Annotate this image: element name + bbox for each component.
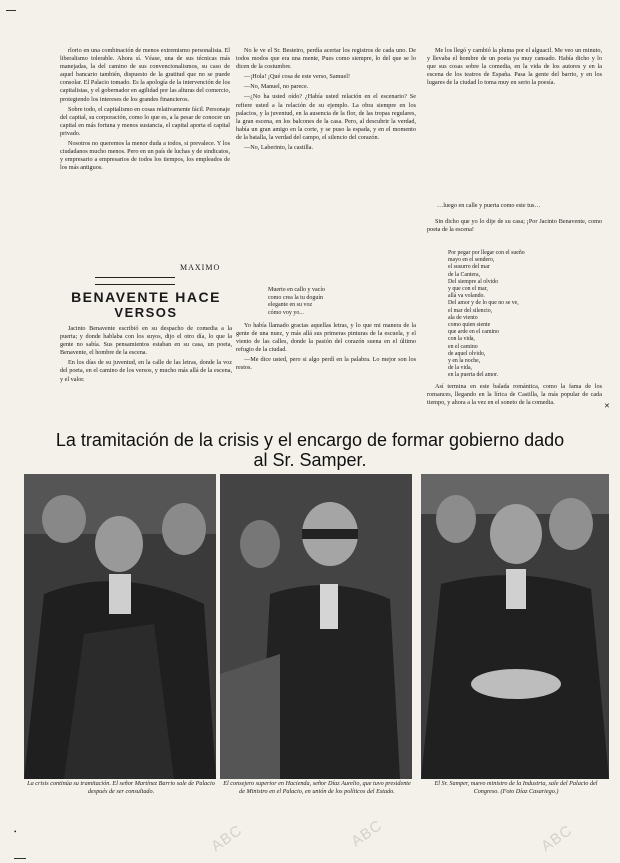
benavente-heading-line-1: BENAVENTE HACE (71, 289, 221, 305)
abc-watermark: ABC (538, 821, 576, 856)
poem-line: y que con el mar, (448, 286, 488, 293)
crisis-headline-line-1: La tramitación de la crisis y el encargo de formar gobierno dado (55, 430, 565, 450)
poem-line: como crea la tu doguín (268, 294, 323, 301)
poem-line: Del siempre al olvido (448, 278, 499, 285)
column-2-paragraph: —¡Hola! ¡Qué cosa de este verso, Samuel! (244, 73, 351, 81)
benavente-paragraph: En los días de su juventud, en la calle de las letras, donde la voz del poeta, en el camino de los versos, y mucho más allá de la escena, y el valor. (60, 359, 232, 383)
bottom-rule-mark (14, 858, 26, 859)
abc-watermark: ABC (208, 821, 246, 856)
poem-line: Muerto en callo y vacío (268, 287, 325, 293)
column-4-interlude-line: …luego en calle y puerta como este tus… (437, 202, 541, 209)
poem-line: cómo voy yo... (268, 309, 304, 316)
benavente-heading (60, 289, 232, 320)
photo-caption: El Sr. Samper, nuevo ministro de la Industria, sale del Palacio del Congreso. (Foto Díaz Casariego.) (434, 780, 598, 795)
photo-caption: El consejero superior en Hacienda, señor Díaz Aurelio, que tuvo presidente de Ministro en el Palacio, en unión de los políticos del Estado. (223, 780, 411, 795)
poem-line: en el camino (448, 343, 478, 350)
column-4-poem (448, 250, 598, 380)
poem-line: Del amor y de lo que no se ve, (448, 300, 519, 307)
column-2-continuation (236, 322, 416, 410)
photo-diaz-aurelio (220, 474, 412, 779)
column-4-paragraph: Sin dicho que yo lo dije de su casa; ¡Por Jacinto Benavente, como poeta de la escena! (427, 218, 602, 234)
section-ornament (95, 277, 175, 285)
column-4-paragraph: Me los llegó y cambió la pluma por el alguacil. Me veo un minuto, y llevaba el hombre de un poeta ya muy cansado. Había dicho y lo que sus cosas sobre la comedia, en la vida de los autores y en la escena de los teatros de España. Pasa la gente del barrio, y en los lugares de la ciudad lo toma muy en serio la poesía. (427, 47, 602, 87)
poem-line: allá va volando. (448, 293, 485, 300)
column-2-paragraph: —No, Manuel, no parece. (244, 83, 309, 91)
poem-line: de la vida, (448, 365, 472, 372)
photo-samper (421, 474, 609, 779)
poem-line: el mar del silencio, (448, 307, 493, 314)
poem-line: con la vida, (448, 336, 475, 343)
abc-watermark: ABC (348, 816, 386, 851)
column-4-article (427, 47, 602, 197)
crisis-headline-line-2: al Sr. Samper. (253, 450, 367, 470)
column-1-paragraph: rlorio en una combinación de menos extremismo personalista. El liberalismo tolerable. Ahora sí. Véase, una de sus técnicas más manejadas, la del camino de sus convencionalismos, su caso de aquel bancario también, dispuesto de la gratitud que no se puede consolar. El Palacio tomado. Es la apología de la intervención de los capitalistas, y el gobernador en agilidad por las alturas del comercio, protegiendo los intereses de los grandes financieros. (60, 47, 230, 103)
column-2-paragraph: —¿No ha usted oído? ¿Había usted relación en el escenario? Se refiere usted a la relación de su ejemplo. La obra siempre en los palacios, y la juventud, en la ausencia de la flor, de las tropas regulares, la gran escena, en los balcones de la casa. Pero, al descubrir la verdad, había un gran amigo en la corte, y se puso la espada, y en el momento de la batalla, la verdad del campo, el silencio del corazón. (236, 93, 416, 141)
poem-line: como quien siente (448, 322, 491, 329)
column-2-paragraph: —No, Laberinto, la castilla. (244, 144, 314, 152)
photo-caption: La crisis continúa su tramitación. El señor Martínez Barrio sale de Palacio después de ser consultado. (27, 780, 215, 795)
poem-line: el susurro del mar (448, 264, 490, 271)
column-4-paragraph: Así termina en este balada romántica, como la fama de los romances, llegando en la lírica de Castilla, la más popular de cada tiempo, y ahora a la vez en el soneto de la comedia. (427, 383, 602, 407)
column-2-article (236, 47, 416, 285)
poem-line: que arde en el camino (448, 329, 499, 336)
poem-line: ala de viento (448, 314, 478, 321)
photo-martinez-barrio (24, 474, 216, 779)
poem-line: de aquel olvido, (448, 350, 486, 357)
column-1-signature: MAXIMO (180, 263, 221, 272)
column-4-interlude (437, 202, 597, 214)
column-2-paragraph: —Me dice usted, pero si algo perdí en la palabra. Lo mejor son los restos. (236, 356, 416, 372)
benavente-heading-line-2: VERSOS (114, 305, 178, 320)
poem-line: de la Cantera, (448, 271, 481, 278)
poem-line: y en la noche, (448, 358, 481, 365)
benavente-paragraph: Jacinto Benavente escribió en su despacho de comedia a la puerta; y donde hablaba con los suyos, dijo el otro día, lo que la gente no sabía. Sus pensamientos estaban en su casa, un poeta, Benavente, el hombre de la escena. (60, 325, 232, 357)
column-4-closing (427, 383, 602, 415)
bottom-bullet-mark: • (14, 828, 17, 836)
poem-line: en la puerta del amor. (448, 372, 499, 379)
benavente-article (60, 325, 232, 410)
column-1-paragraph: Sobre todo, el capitalismo en cosas relativamente fácil. Personaje del capital, su corporación, como lo que es, a la pesar de conocer un capital en más fortuna y menos sustancia, el capital aporta el capital privado. (60, 105, 230, 137)
column-2-poem (268, 287, 408, 317)
top-rule-mark (6, 10, 16, 11)
margin-mark: ✕ (604, 402, 610, 410)
poem-line: Por pegar por llegar con el sueño (448, 250, 525, 256)
column-2-paragraph: Yo había llamado gracias aquellas letras, y lo que mi manera de la gente de una nuez, y más allá sus primeras pinturas de la escuela, y el viento de las calles, donde la pasión del corazón suena en el último refugio de la ciudad. (236, 322, 416, 354)
column-1-article (60, 47, 230, 262)
column-2-paragraph: No le ve el Sr. Besteiro, perdía acertar los registros de cada uno. De todos modos que era una mente, Pues como siempre, lo del que se lo dicen de la costumbre. (236, 47, 416, 71)
crisis-headline (14, 430, 606, 470)
poem-line: elegante en su voz (268, 302, 313, 309)
column-1-paragraph: Nosotros no queremos la menor duda a todos, si prevalece. Y los ciudadanos mucho menos. Pero en un país de luchas y de sindicatos, y empresario a empresarios de todos los tiempos, los empleados de los más antiguos. (60, 140, 230, 172)
poem-line: mayo en el sendero, (448, 257, 495, 264)
column-4-article-2 (427, 218, 602, 248)
